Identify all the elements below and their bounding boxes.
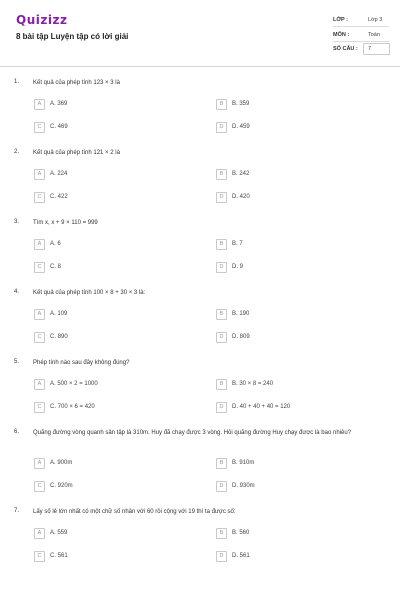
option-text: B. 30 × 8 = 240 [232, 381, 274, 387]
question-number: 4. [14, 289, 20, 295]
option-letter-box: C [34, 192, 45, 203]
option-letter-box: B [216, 379, 227, 390]
option-letter-box: A [34, 99, 45, 110]
question-number: 7. [14, 508, 20, 514]
question-number: 3. [14, 219, 20, 225]
question-text: Phép tính nào sau đây không đúng? [33, 360, 130, 366]
option-text: B. 359 [232, 101, 250, 107]
option-text: A. 900m [50, 460, 73, 466]
worksheet-header [0, 0, 400, 66]
option-letter-box: D [216, 122, 227, 133]
question-text: Kết quả của phép tính 123 × 3 là [33, 80, 120, 86]
option-letter-box: B [216, 309, 227, 320]
question-text: Kết quả của phép tính 100 × 8 + 30 × 3 là: [33, 290, 146, 296]
option-text: B. 7 [232, 241, 243, 247]
option-letter-box: D [216, 481, 227, 492]
option-text: C. 8 [50, 264, 62, 270]
option-text: D. 809 [232, 334, 250, 340]
option-letter-box: D [216, 192, 227, 203]
option-letter-box: A [34, 239, 45, 250]
option-letter-box: A [34, 169, 45, 180]
option-text: B. 242 [232, 171, 250, 177]
option-letter-box: A [34, 309, 45, 320]
question-count-label: SỐ CÂU : [333, 46, 358, 52]
option-text: A. 559 [50, 530, 68, 536]
option-text: B. 560 [232, 530, 250, 536]
option-letter-box: D [216, 262, 227, 273]
option-letter-box: C [34, 332, 45, 343]
option-letter-box: D [216, 332, 227, 343]
option-text: A. 369 [50, 101, 68, 107]
option-text: D. 459 [232, 124, 250, 130]
option-text: C. 469 [50, 124, 68, 130]
quizizz-logo: Quizizz [16, 13, 68, 27]
option-text: D. 9 [232, 264, 244, 270]
question-count-value: 7 [368, 46, 372, 52]
question-number: 6. [14, 429, 20, 435]
class-label: LỚP : [333, 17, 348, 23]
option-text: A. 224 [50, 171, 68, 177]
subject-label: MÔN : [333, 32, 350, 38]
option-text: B. 910m [232, 460, 255, 466]
option-text: D. 930m [232, 483, 255, 489]
option-letter-box: B [216, 239, 227, 250]
option-letter-box: D [216, 551, 227, 562]
option-text: C. 561 [50, 553, 68, 559]
header-divider [0, 66, 400, 67]
worksheet-title: 8 bài tập Luyện tập có lời giải [16, 32, 129, 41]
option-letter-box: A [34, 458, 45, 469]
option-letter-box: B [216, 99, 227, 110]
meta-divider [333, 26, 389, 27]
option-letter-box: C [34, 402, 45, 413]
question-text: Tìm x, x + 9 × 110 = 999 [33, 220, 98, 226]
option-letter-box: B [216, 528, 227, 539]
option-text: C. 700 × 6 = 420 [50, 404, 95, 410]
option-letter-box: B [216, 458, 227, 469]
option-text: D. 561 [232, 553, 250, 559]
option-text: D. 40 + 40 + 40 = 120 [232, 404, 291, 410]
subject-value: Toán [368, 32, 380, 38]
option-letter-box: D [216, 402, 227, 413]
question-text: Quãng đường vòng quanh sân tập là 310m. Huy đã chạy được 3 vòng. Hỏi quãng đường Huy chạy được là bao nhiêu? [33, 430, 352, 436]
option-text: C. 890 [50, 334, 68, 340]
option-letter-box: C [34, 122, 45, 133]
option-text: D. 420 [232, 194, 250, 200]
option-letter-box: A [34, 379, 45, 390]
meta-divider [333, 41, 389, 42]
class-value: Lớp 3 [368, 17, 383, 23]
option-letter-box: A [34, 528, 45, 539]
question-number: 2. [14, 149, 20, 155]
question-text: Lấy số lẻ lớn nhất có một chữ số nhân với 60 rồi cộng với 19 thì ta được số: [33, 509, 236, 515]
question-number: 1. [14, 79, 20, 85]
option-text: A. 109 [50, 311, 68, 317]
option-letter-box: B [216, 169, 227, 180]
option-letter-box: C [34, 551, 45, 562]
option-text: A. 500 × 2 = 1000 [50, 381, 98, 387]
option-text: A. 6 [50, 241, 61, 247]
option-letter-box: C [34, 262, 45, 273]
option-text: C. 422 [50, 194, 68, 200]
option-text: B. 190 [232, 311, 250, 317]
question-number: 5. [14, 359, 20, 365]
option-letter-box: C [34, 481, 45, 492]
option-text: C. 920m [50, 483, 73, 489]
question-text: Kết quả của phép tính 121 × 2 là [33, 150, 120, 156]
